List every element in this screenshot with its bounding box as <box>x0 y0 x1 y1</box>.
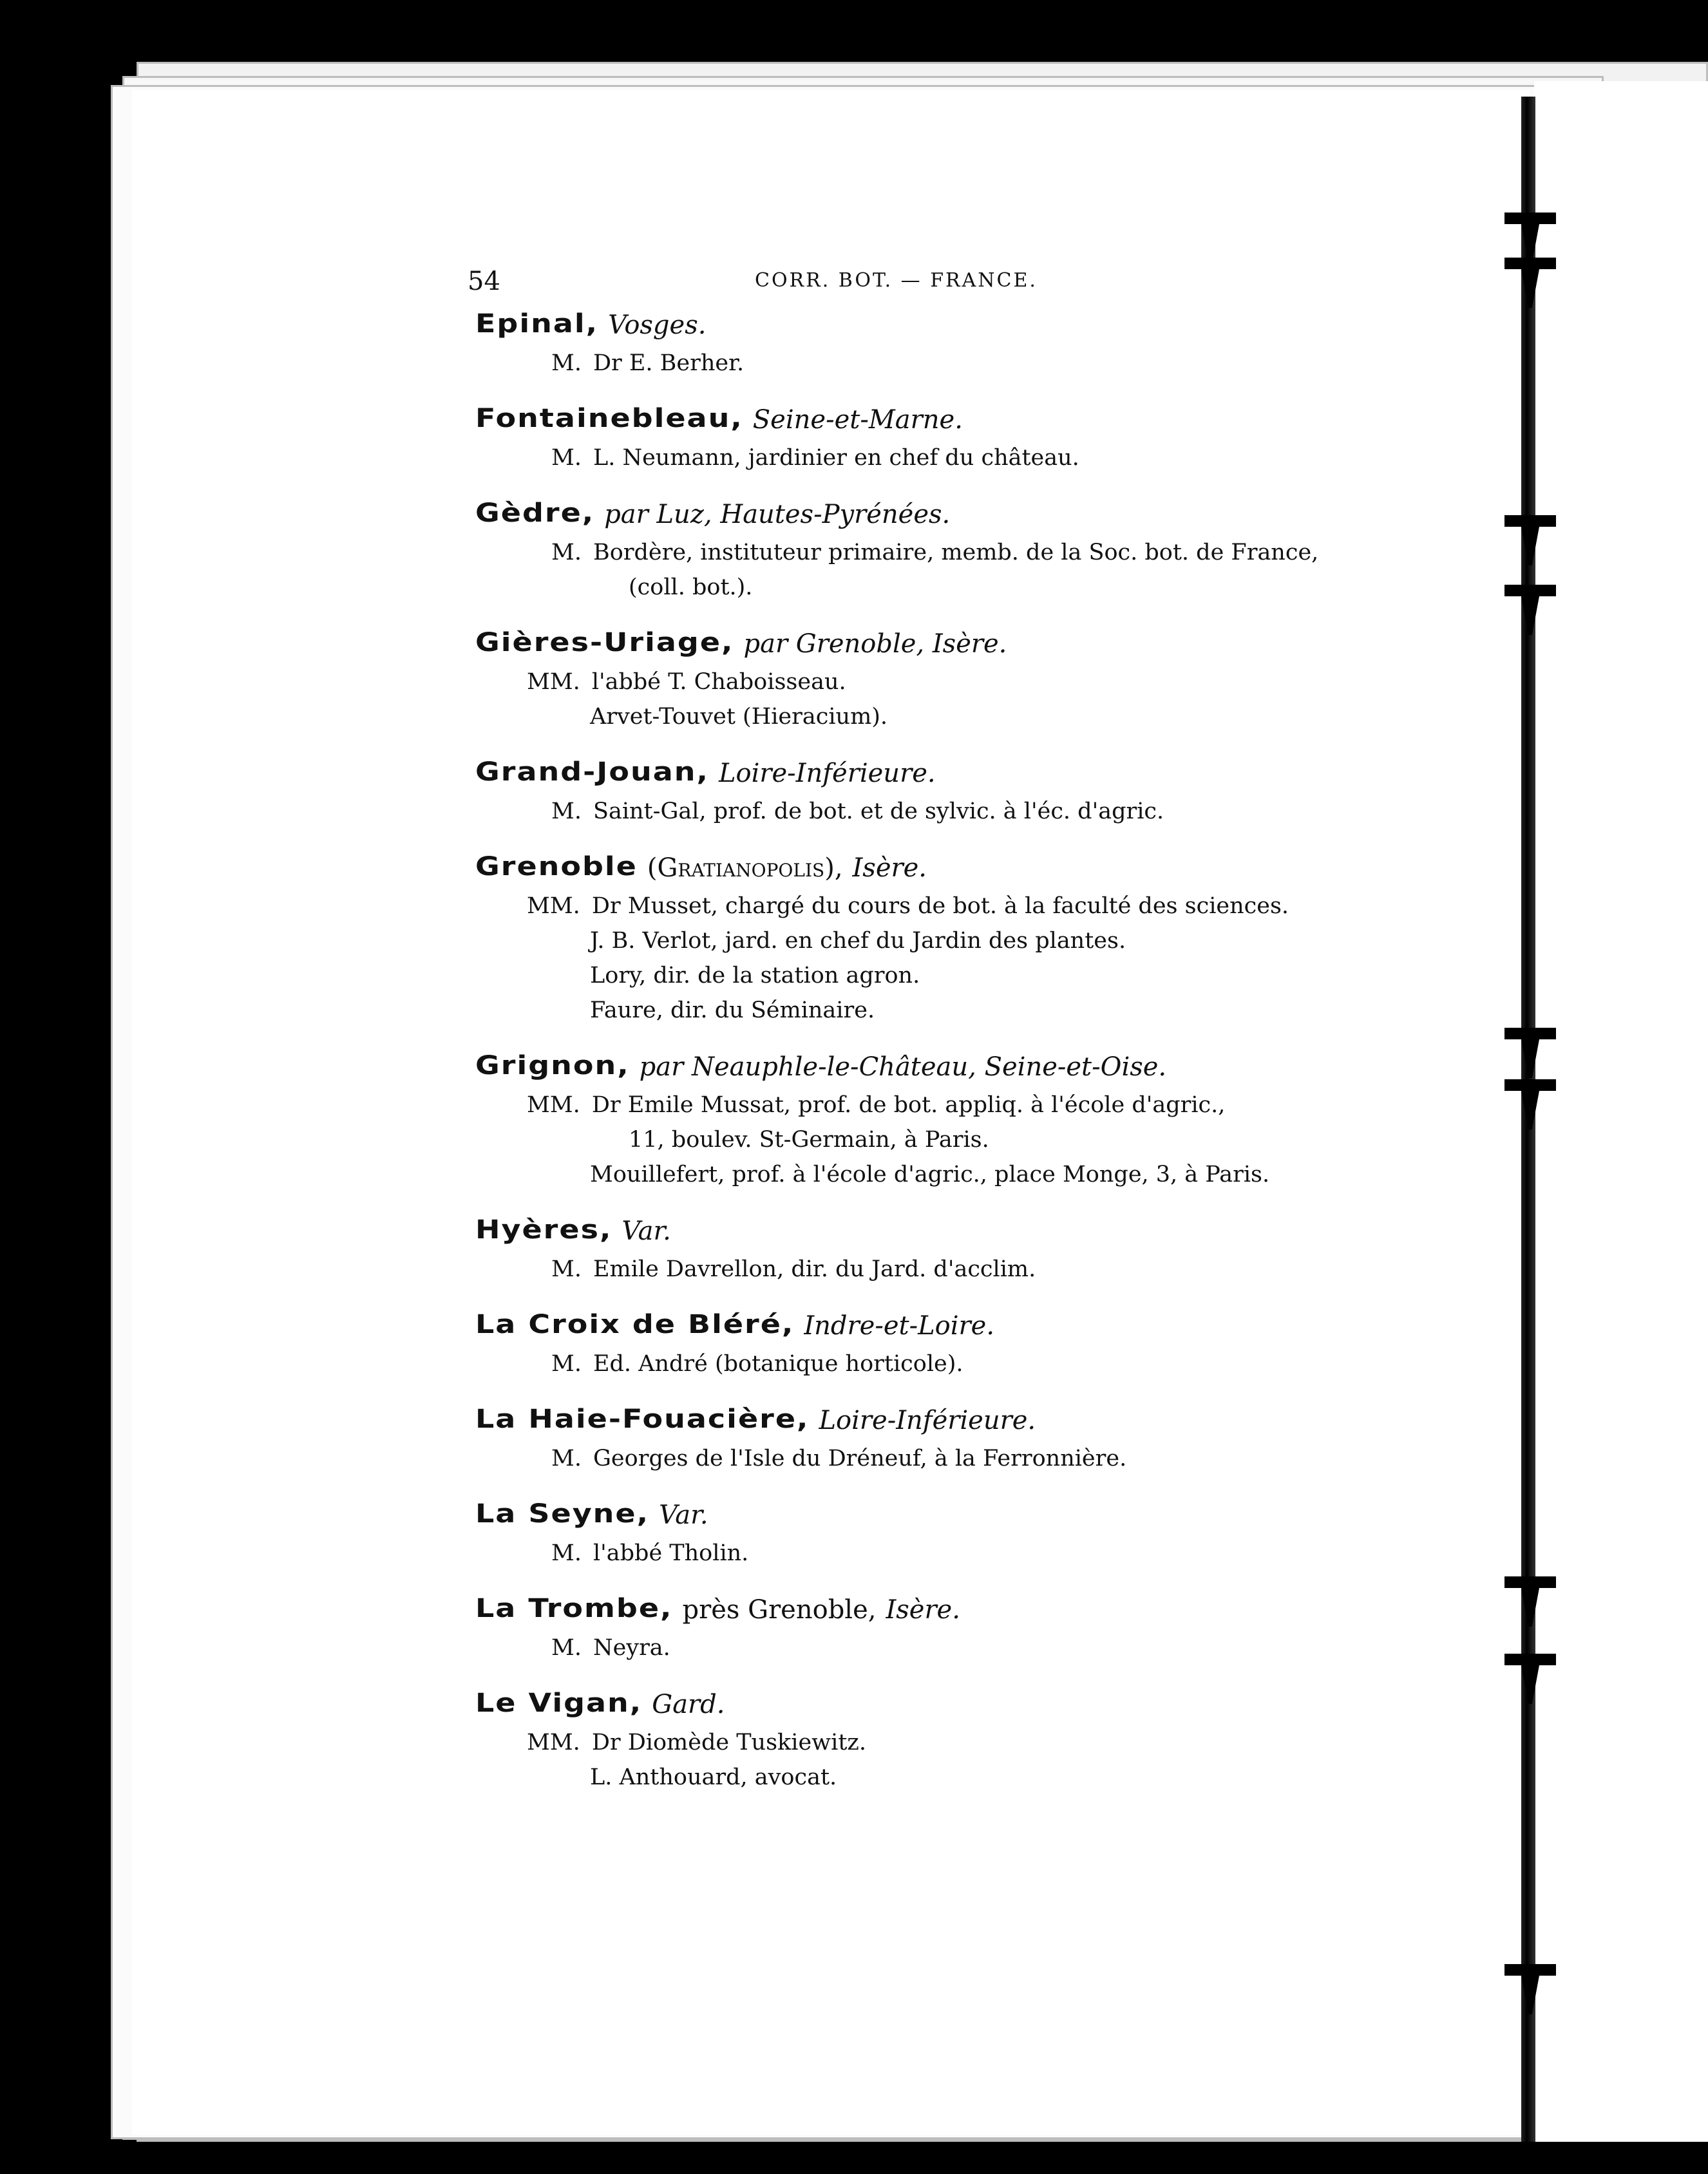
place-location: Seine-et-Marne. <box>752 405 963 435</box>
directory-entry <box>475 1398 1325 1476</box>
directory-entry <box>475 1587 1325 1665</box>
correspondent-line: M. Neyra. <box>551 1635 670 1661</box>
place-name: La Trombe, <box>475 1593 673 1623</box>
place-name: Grignon, <box>475 1050 630 1081</box>
correspondent-line: M. l'abbé Tholin. <box>551 1540 749 1566</box>
place-name: Grand-Jouan, <box>475 756 709 787</box>
correspondent-line: Mouillefert, prof. à l'école d'agric., place Monge, 3, à Paris. <box>590 1162 1270 1187</box>
facing-page-leaf <box>1534 81 1708 2142</box>
place-name: Epinal, <box>475 308 599 339</box>
place-name: Grenoble <box>475 851 638 882</box>
place-name: Le Vigan, <box>475 1687 643 1718</box>
correspondent-line: M. Emile Davrellon, dir. du Jard. d'acclim. <box>551 1256 1036 1282</box>
binding-stitch-icon <box>1504 258 1556 269</box>
binding-stitch-icon <box>1504 1654 1556 1665</box>
correspondent-line: M. Saint-Gal, prof. de bot. et de sylvic. à l'éc. d'agric. <box>551 799 1164 824</box>
page-number: 54 <box>468 267 500 296</box>
place-location: par Luz, Hautes-Pyrénées. <box>604 500 951 529</box>
correspondent-line: M. Ed. André (botanique horticole). <box>551 1351 963 1377</box>
running-title: CORR. BOT. — FRANCE. <box>755 269 1038 292</box>
place-latin-name: (Gratianopolis), <box>647 853 843 883</box>
place-location: Indre-et-Loire. <box>804 1311 995 1341</box>
correspondent-line: (coll. bot.). <box>629 574 753 600</box>
place-location: Loire-Inférieure. <box>718 759 936 788</box>
ink-speck-icon <box>234 43 240 54</box>
directory-entry <box>475 846 1325 1028</box>
place-location: Var. <box>659 1500 708 1530</box>
correspondent-line: J. B. Verlot, jard. en chef du Jardin des plantes. <box>590 928 1126 954</box>
binding-stitch-icon <box>1504 1964 1556 1976</box>
place-name: La Haie-Fouacière, <box>475 1403 810 1434</box>
place-location: Isère. <box>886 1595 960 1625</box>
directory-entry <box>475 1303 1325 1381</box>
place-name: La Croix de Bléré, <box>475 1309 795 1339</box>
binding-stitch-icon <box>1504 1576 1556 1588</box>
correspondent-line: MM. l'abbé T. Chaboisseau. <box>527 669 846 695</box>
place-name: La Seyne, <box>475 1498 650 1529</box>
correspondent-line: Lory, dir. de la station agron. <box>590 963 920 988</box>
binding-stitch-icon <box>1504 515 1556 527</box>
correspondent-line: MM. Dr Diomède Tuskiewitz. <box>527 1730 866 1755</box>
place-location: Vosges. <box>608 310 707 340</box>
place-location: par Grenoble, Isère. <box>743 629 1007 659</box>
directory-entry <box>475 303 1325 381</box>
binding-stitch-icon <box>1504 1028 1556 1039</box>
correspondent-line: MM. Dr Musset, chargé du cours de bot. à la faculté des sciences. <box>527 893 1289 919</box>
directory-entry <box>475 621 1325 734</box>
place-location: Var. <box>622 1216 671 1246</box>
correspondent-line: L. Anthouard, avocat. <box>590 1764 837 1790</box>
place-location: Gard. <box>652 1690 725 1719</box>
binding-stitch-icon <box>1504 1079 1556 1091</box>
correspondent-line: Arvet-Touvet (Hieracium). <box>590 704 888 730</box>
binding-stitch-icon <box>1504 585 1556 596</box>
correspondent-line: M. Dr E. Berher. <box>551 350 745 376</box>
correspondent-line: MM. Dr Emile Mussat, prof. de bot. appliq. à l'école d'agric., <box>527 1092 1226 1118</box>
place-location: par Neauphle-le-Château, Seine-et-Oise. <box>639 1052 1167 1082</box>
correspondent-line: M. L. Neumann, jardinier en chef du château. <box>551 445 1079 471</box>
page-text <box>468 258 1325 1811</box>
place-name: Hyères, <box>475 1214 612 1245</box>
directory-entry <box>475 751 1325 829</box>
place-name: Gèdre, <box>475 497 595 528</box>
directory-entry <box>475 492 1325 605</box>
directory-entry <box>475 1044 1325 1192</box>
place-name: Fontainebleau, <box>475 402 743 433</box>
place-location-plain: près Grenoble, <box>682 1595 877 1625</box>
directory-entry <box>475 1493 1325 1571</box>
ink-speck-icon <box>82 1718 89 1734</box>
place-location: Loire-Inférieure. <box>819 1406 1036 1435</box>
correspondent-line: Faure, dir. du Séminaire. <box>590 997 875 1023</box>
place-location: Isère. <box>852 853 927 883</box>
place-name: Gières-Uriage, <box>475 627 734 657</box>
ink-speck-icon <box>31 665 39 681</box>
correspondent-line: M. Bordère, instituteur primaire, memb. de la Soc. bot. de France, <box>551 540 1319 565</box>
directory-entry <box>475 1209 1325 1287</box>
running-head <box>468 258 1325 303</box>
correspondent-line: M. Georges de l'Isle du Dréneuf, à la Ferronnière. <box>551 1446 1127 1471</box>
directory-entry <box>475 1682 1325 1795</box>
binding-stitch-icon <box>1504 213 1556 224</box>
correspondent-line: 11, boulev. St-Germain, à Paris. <box>629 1127 989 1153</box>
directory-entry <box>475 397 1325 475</box>
